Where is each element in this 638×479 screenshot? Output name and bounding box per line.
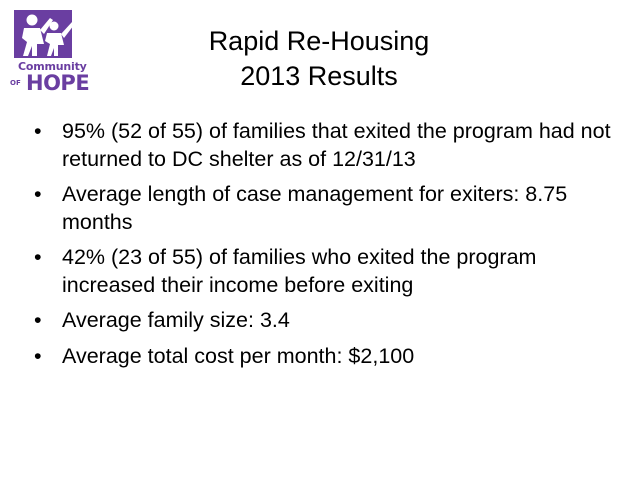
bullet-text: Average total cost per month: $2,100 [62, 343, 415, 368]
results-bullet-list [34, 118, 624, 378]
title-line-1: Rapid Re-Housing [208, 26, 430, 56]
bullet-text: Average length of case management for exiters: 8.75 months [62, 182, 568, 234]
logo-text-community: Community [18, 60, 87, 73]
bullet-item [34, 181, 624, 236]
bullet-item [34, 244, 624, 299]
bullet-text: Average family size: 3.4 [62, 308, 290, 332]
slide-title [120, 24, 518, 94]
bullet-text: 42% (23 of 55) of families who exited the program increased their income before exiting [62, 245, 537, 297]
logo-text-hope: HOPE [26, 71, 90, 95]
bullet-dot: • [34, 245, 42, 269]
bullet-item [34, 343, 624, 371]
bullet-dot: • [34, 119, 42, 143]
community-of-hope-logo [10, 8, 92, 100]
bullet-dot: • [34, 182, 42, 206]
family-figures-icon [10, 8, 92, 64]
logo-text-of: OF [10, 79, 21, 87]
bullet-dot: • [34, 343, 42, 368]
bullet-item [34, 118, 624, 173]
bullet-text: 95% (52 of 55) of families that exited the program had not returned to DC shelter as of 12/31/13 [62, 119, 611, 171]
title-line-2: 2013 Results [240, 61, 398, 91]
bullet-item [34, 307, 624, 335]
bullet-dot: • [34, 308, 42, 332]
